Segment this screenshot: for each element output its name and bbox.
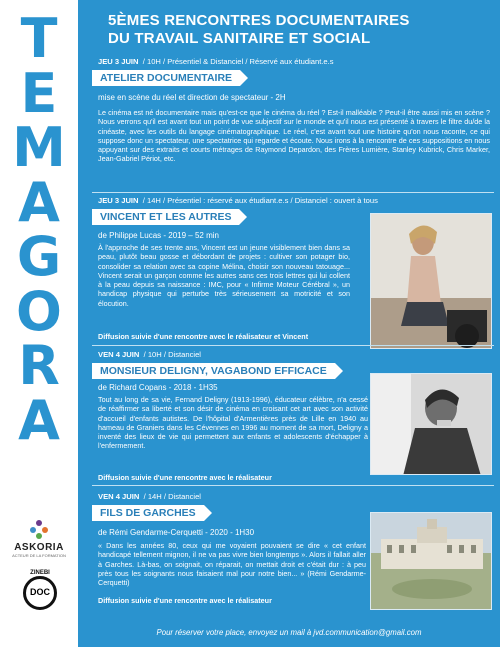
letter-a2: A [18,388,60,452]
program-panel [78,0,500,647]
garches-film-still [370,512,492,610]
divider [92,485,494,486]
vincent-film-still [370,213,492,349]
session-1-byline: mise en scène du réel et direction de spectateur - 2H [98,93,286,102]
page-title [108,12,410,48]
session-4-date: VEN 4 JUIN / 14H / Distanciel [98,492,201,501]
session-4-followup: Diffusion suivie d'une rencontre avec le réalisateur [98,596,272,605]
letter-o: O [16,279,62,343]
session-2-date: JEU 3 JUIN / 14H / Présentiel : réservé aux étudiant.e.s / Distanciel : ouvert à tous [98,196,378,205]
letter-t: T [20,7,58,70]
session-3-banner: MONSIEUR DELIGNY, VAGABOND EFFICACE [92,363,335,379]
zinebi-mark: DOC [30,587,50,597]
letter-e: E [20,61,58,125]
session-1-date: JEU 3 JUIN / 10H / Présentiel & Distanciel / Réservé aux étudiant.e.s [98,57,334,66]
reservation-footer: Pour réserver votre place, envoyez un mail à jvd.communication@gmail.com [156,628,422,637]
letter-r: R [18,334,60,397]
session-1-description: Le cinéma est né documentaire mais qu'est-ce que le cinéma du réel ? Est-il malléable ? Peut-il être aussi mis en scène ? Nous verrons qu'il est avant tout un point de vue subjectif sur le monde et qu'il nous est présenté à travers le filtre du/de la cinéaste, avec les outils du langage cinématographique. Le réel, c'est avant tout une histoire qu'on nous raconte, ce qui suppose donc un spectateur, une spectatrice qui regarde et écoute. Nous irons à la rencontre de ces suppositions en nous appuyant sur des extraits et courts métrages de Raymond Depardon, des Frères Lumière, Stanley Kubrick, Chris Marker, Jean-Gabriel Périot, etc. [98,108,490,164]
zinebi-label: ZINEBI [30,570,50,576]
askoria-tagline: ACTEUR DE LA FORMATION [12,553,66,558]
zinebi-ring-icon [23,576,57,610]
session-3-description: Tout au long de sa vie, Fernand Deligny (1913-1996), éducateur célèbre, n'a cessé de réaffirmer sa liberté et son désir de cinéma en croisant cet art avec son activité d'accueil d'enfants autistes. De l'hôpital d'Armentières près de Lille en 1940 au hameau de Graniers dans les Cévennes en 1996 au moment de sa mort, Deligny a inventé des lieux de vie qui permettent aux enfants et adolescents d'échapper à l'enfermement. [98,395,368,451]
askoria-mark-icon [28,520,50,540]
session-2-banner: VINCENT ET LES AUTRES [92,209,239,225]
session-2-description: À l'approche de ses trente ans, Vincent est un jeune visiblement bien dans sa peau, plutôt beau gosse et débordant de projets : cultiver son potager bio, consolider sa relation avec sa copine Mélina, choisir son nouveau tatouage... Vincent serait un garçon comme les autres sans ces trois lettres qui lui collent à la peau depuis sa naissance : IMC, pour « Infirme Moteur Cérébral », un handicap physique qui perturbe très sérieusement sa motricité et son élocution. [98,243,350,308]
letter-a: A [18,170,60,234]
deligny-film-still [370,373,492,475]
divider [92,192,494,193]
session-2-byline: de Philippe Lucas - 2019 – 52 min [98,231,219,240]
zinebi-doc-logo [18,570,62,610]
sidebar [0,0,78,647]
letter-g: G [16,225,62,288]
letter-m: M [12,116,66,179]
askoria-name: ASKORIA [14,542,64,553]
session-4-banner: FILS DE GARCHES [92,505,204,521]
askoria-logo [8,520,70,558]
title-line-1: 5ÈMES RENCONTRES DOCUMENTAIRES [108,12,410,29]
session-4-byline: de Rémi Gendarme-Cerquetti - 2020 - 1H30 [98,528,255,537]
session-1-banner: ATELIER DOCUMENTAIRE [92,70,240,86]
session-2-followup: Diffusion suivie d'une rencontre avec le réalisateur et Vincent [98,332,309,341]
title-line-2: DU TRAVAIL SANITAIRE ET SOCIAL [108,30,371,47]
temagora-vertical-title [2,7,76,452]
session-3-date: VEN 4 JUIN / 10H / Distanciel [98,350,201,359]
session-3-byline: de Richard Copans - 2018 - 1H35 [98,383,218,392]
session-4-description: « Dans les années 80, ceux qui me voyaient pouvaient se dire « cet enfant handicapé tellement mignon, il ne va pas vivre bien longtemps ». Alors il fallait aller à Garches. Là-bas, on soignait, on réparait, on mettait droit et c'était dur : à peu près tous les soignants nous faisaient mal pour notre bien... » (Rémi Gendarme-Cerquetti) [98,541,366,588]
session-3-followup: Diffusion suivie d'une rencontre avec le réalisateur [98,473,272,482]
divider [92,345,494,346]
